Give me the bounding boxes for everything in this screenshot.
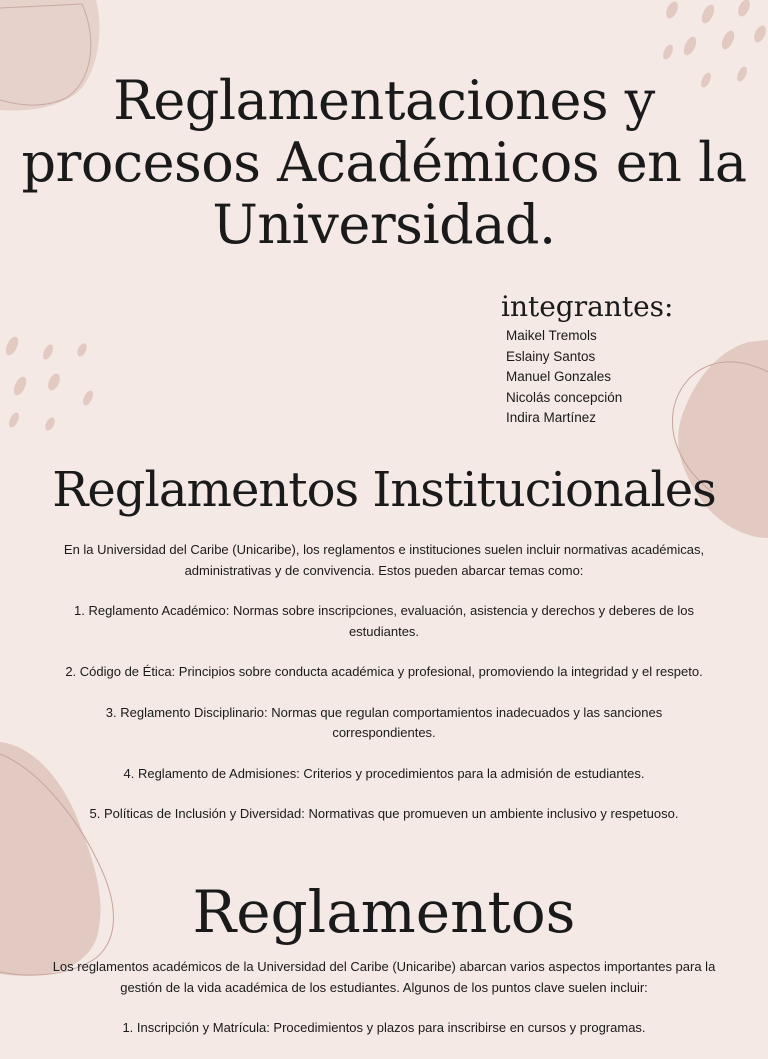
section-body-institucionales <box>60 540 708 845</box>
section-intro: En la Universidad del Caribe (Unicaribe), los reglamentos e instituciones suelen incluir normativas académicas, administrativas y de convivencia. Estos pueden abarcar temas como: <box>63 542 705 578</box>
members-heading: integrantes: <box>501 290 674 323</box>
member-name: Indira Martínez <box>506 410 597 426</box>
member-name: Nicolás concepción <box>506 389 623 405</box>
section-body-reglamentos <box>50 957 718 1059</box>
member-name: Maikel Tremols <box>506 328 597 343</box>
list-item: 3. Reglamento Disciplinario: Normas que regulan comportamientos inadecuados y las sanciones correspondientes. <box>105 704 663 740</box>
list-item: 2. Código de Ética: Principios sobre conducta académica y profesional, promoviendo la integridad y el respeto. <box>65 664 703 679</box>
section-heading-institucionales: Reglamentos Institucionales <box>52 462 716 518</box>
list-item: 4. Reglamento de Admisiones: Criterios y procedimientos para la admisión de estudiantes. <box>123 765 645 781</box>
member-name: Manuel Gonzales <box>506 369 612 385</box>
list-item: 1. Reglamento Académico: Normas sobre inscripciones, evaluación, asistencia y derechos y deberes de los estudiantes. <box>74 603 694 639</box>
list-item: 5. Políticas de Inclusión y Diversidad: Normativas que promueven un ambiente inclusivo y respetuoso. <box>89 806 679 821</box>
members-list <box>506 326 622 429</box>
member-name: Eslainy Santos <box>506 348 596 364</box>
list-item: 1. Inscripción y Matrícula: Procedimientos y plazos para inscribirse en cursos y programas. <box>122 1020 646 1035</box>
page-title: Reglamentaciones y procesos Académicos en la Universidad. <box>21 69 747 256</box>
section-heading-reglamentos: Reglamentos <box>192 878 576 946</box>
section-intro: Los reglamentos académicos de la Universidad del Caribe (Unicaribe) abarcan varios aspectos importantes para la gestión de la vida académica de los estudiantes. Algunos de los puntos clave suelen incluir: <box>52 959 716 995</box>
